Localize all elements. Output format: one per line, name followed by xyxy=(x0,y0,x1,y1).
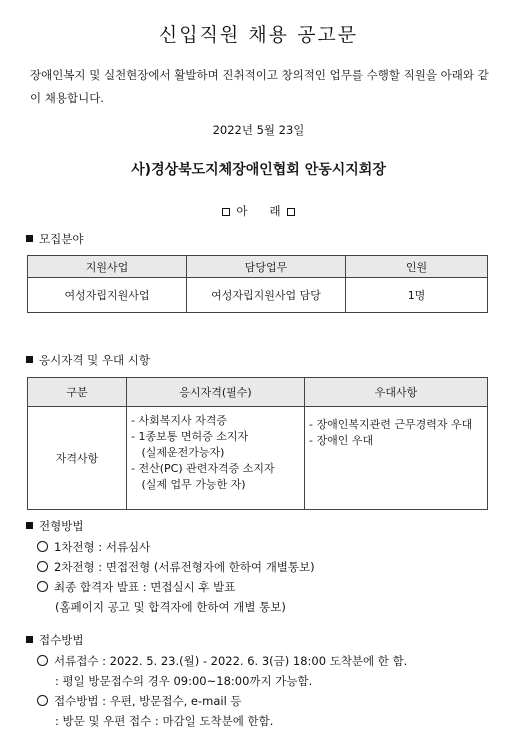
table-cell: 자격사항 xyxy=(28,407,127,510)
table-header-cell: 인원 xyxy=(346,256,488,278)
selection-list xyxy=(37,537,497,617)
qualification-table xyxy=(27,377,488,510)
table-header-cell: 지원사업 xyxy=(28,256,187,278)
preferred-qualifications xyxy=(305,407,488,510)
circle-bullet-icon xyxy=(37,541,48,552)
receipt-list xyxy=(37,651,507,731)
list-item: (실제운전가능자) xyxy=(131,446,225,459)
table-header-row xyxy=(28,378,488,407)
table-header-cell: 담당업무 xyxy=(187,256,346,278)
table-row xyxy=(28,278,488,313)
list-item: - 전산(PC) 관련자격증 소지자 xyxy=(131,462,275,475)
list-item: (실제 업무 가능한 자) xyxy=(131,478,246,491)
square-bullet-icon xyxy=(26,356,33,363)
notice-text: 아 래 xyxy=(236,204,281,218)
page-title: 신입직원 채용 공고문 xyxy=(158,24,359,46)
section-receipt-heading: 접수방법 xyxy=(26,632,83,648)
list-item: 최종 합격자 발표 : 면접실시 후 발표 xyxy=(37,577,497,597)
list-item: 서류접수 : 2022. 5. 23.(월) - 2022. 6. 3(금) 18:00 도착분에 한 함. xyxy=(37,651,507,671)
square-icon xyxy=(222,208,230,216)
list-item: 2차전형 : 면접전형 (서류전형자에 한하여 개별통보) xyxy=(37,557,497,577)
list-item: 1차전형 : 서류심사 xyxy=(37,537,497,557)
list-item: 접수방법 : 우편, 방문접수, e-mail 등 xyxy=(37,691,507,711)
square-icon xyxy=(287,208,295,216)
list-item: - 사회복지사 자격증 xyxy=(131,414,227,427)
organization-name: 사)경상북도지체장애인협회 안동시지회장 xyxy=(131,162,386,178)
table-cell: 여성자립지원사업 담당 xyxy=(187,278,346,313)
table-header-cell: 우대사항 xyxy=(305,378,488,407)
square-bullet-icon xyxy=(26,636,33,643)
notice-heading xyxy=(0,203,517,219)
receipt-note: : 방문 및 우편 접수 : 마감일 도착분에 한함. xyxy=(55,714,274,728)
circle-bullet-icon xyxy=(37,561,48,572)
section-selection-heading: 전형방법 xyxy=(26,518,83,534)
announcement-date: 2022년 5월 23일 xyxy=(212,123,305,137)
section-qualification-heading: 응시자격 및 우대 시항 xyxy=(26,352,150,368)
intro-paragraph: 장애인복지 및 실천현장에서 활발하며 진취적이고 창의적인 업무를 수행할 직원을 아래와 같이 채용합니다. xyxy=(30,68,489,105)
recruit-table xyxy=(27,255,488,313)
list-item: - 장애인복지관련 근무경력자 우대 xyxy=(309,418,473,431)
section-recruit-heading: 모집분야 xyxy=(26,231,83,247)
square-bullet-icon xyxy=(26,522,33,529)
circle-bullet-icon xyxy=(37,655,48,666)
receipt-note: : 평일 방문접수의 경우 09:00~18:00까지 가능함. xyxy=(55,674,313,688)
list-item: - 장애인 우대 xyxy=(309,434,374,447)
table-header-cell: 구분 xyxy=(28,378,127,407)
table-cell: 1명 xyxy=(346,278,488,313)
table-header-cell: 응시자격(필수) xyxy=(127,378,305,407)
table-header-row xyxy=(28,256,488,278)
selection-note: (홈페이지 공고 및 합격자에 한하여 개별 통보) xyxy=(55,600,286,614)
table-row xyxy=(28,407,488,510)
circle-bullet-icon xyxy=(37,695,48,706)
required-qualifications xyxy=(127,407,305,510)
list-item: - 1종보통 면허증 소지자 xyxy=(131,430,249,443)
table-cell: 여성자립지원사업 xyxy=(28,278,187,313)
square-bullet-icon xyxy=(26,235,33,242)
circle-bullet-icon xyxy=(37,581,48,592)
